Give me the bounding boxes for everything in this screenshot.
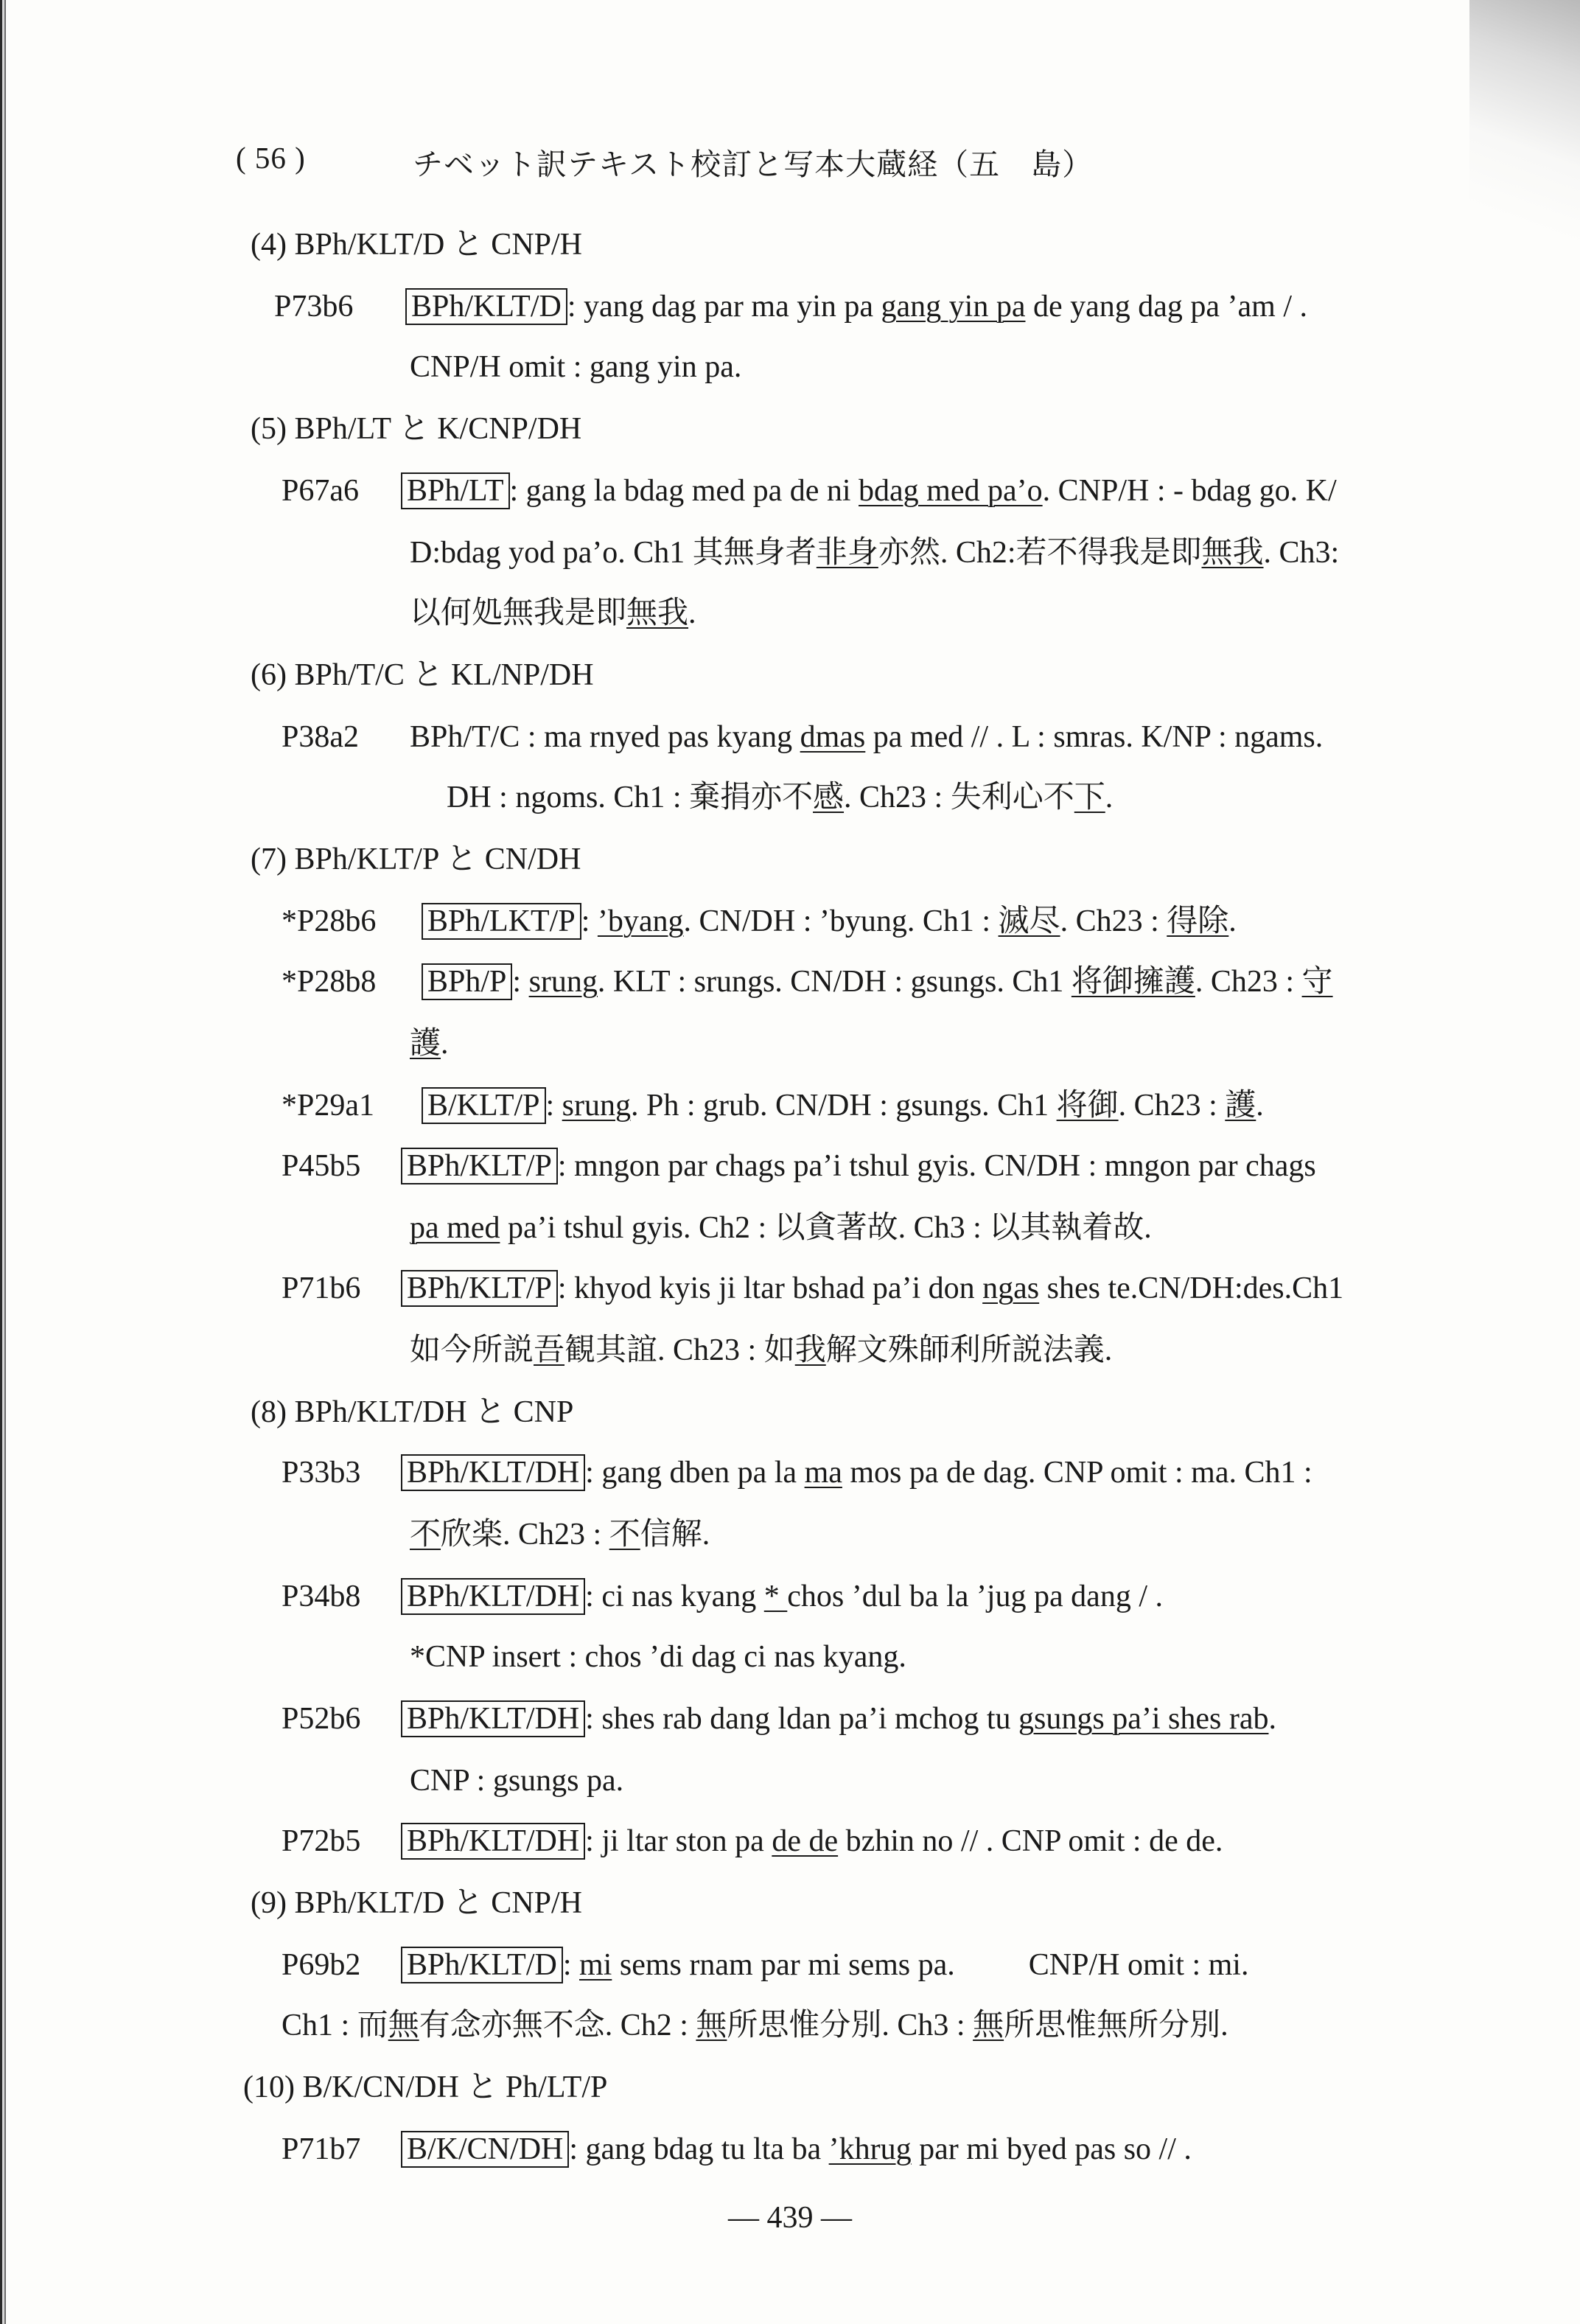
underlined-reading: 将御擁護	[1071, 965, 1195, 999]
entry-line: P73b6 BPh/KLT/D : yang dag par ma yin pa gang yin pa de yang dag pa ’am / .	[274, 285, 1307, 329]
footer-page-label: — 439 —	[728, 2201, 852, 2235]
entry-line: D:bdag yod pa’o. Ch1 其無身者非身亦然. Ch2:若不得我是即無我. Ch3:	[410, 536, 1340, 570]
entry-line: *P28b8 BPh/P : srung. KLT : srungs. CN/DH : gsungs. Ch1 将御擁護. Ch23 : 守	[282, 960, 1333, 1004]
entry-line: P33b3 BPh/KLT/DH : gang dben pa la ma mos pa de dag. CNP omit : ma. Ch1 :	[282, 1451, 1312, 1495]
section-heading: (8) BPh/KLT/DH と CNP	[251, 1395, 574, 1429]
witness-box: BPh/KLT/DH	[401, 1823, 585, 1860]
underlined-reading: mi	[579, 1948, 612, 1982]
underlined-reading: srung	[528, 965, 598, 999]
underlined-reading: 吾	[534, 1333, 565, 1367]
entry-line: P71b7 B/K/CN/DH : gang bdag tu lta ba ’khrug par mi byed pas so // .	[282, 2127, 1192, 2171]
entry-ref: P38a2	[282, 720, 359, 754]
section-heading: (7) BPh/KLT/P と CN/DH	[251, 842, 581, 876]
underlined-reading: dmas	[800, 720, 866, 754]
underlined-reading: de de	[772, 1824, 839, 1858]
entry-ref: *P29a1	[282, 1089, 374, 1123]
entry-ref: P71b7	[282, 2132, 361, 2166]
underlined-reading: 下	[1074, 781, 1105, 814]
underlined-reading: pa med	[410, 1211, 500, 1245]
section-heading: (9) BPh/KLT/D と CNP/H	[251, 1886, 583, 1920]
header-title: チベット訳テキスト校訂と写本大蔵経（五 島）	[413, 147, 1094, 181]
entry-line: Ch1 : 而無有念亦無不念. Ch2 : 無所思惟分別. Ch3 : 無所思惟無所分別.	[282, 2009, 1228, 2042]
underlined-reading: 無	[696, 2009, 727, 2042]
entry-line: P72b5 BPh/KLT/DH : ji ltar ston pa de de bzhin no // . CNP omit : de de.	[282, 1819, 1223, 1863]
underlined-reading: ma	[804, 1456, 842, 1490]
witness-box: BPh/LKT/P	[422, 903, 581, 940]
entry-ref: P52b6	[282, 1702, 361, 1736]
underlined-reading: 無	[388, 2009, 419, 2042]
entry-line: P34b8 BPh/KLT/DH : ci nas kyang * chos ’dul ba la ’jug pa dang / .	[282, 1574, 1163, 1619]
entry-line: pa med pa’i tshul gyis. Ch2 : 以貪著故. Ch3 : 以其執着故.	[410, 1211, 1152, 1245]
entry-ref: P72b5	[282, 1824, 361, 1858]
underlined-reading: 感	[813, 781, 845, 814]
underlined-reading: 得除	[1167, 904, 1229, 938]
witness-box: BPh/KLT/D	[401, 1947, 563, 1983]
entry-line: 如今所説吾観其誼. Ch23 : 如我解文殊師利所説法義.	[410, 1333, 1113, 1367]
entry-line: 以何処無我是即無我.	[410, 596, 696, 630]
entry-line: 不欣楽. Ch23 : 不信解.	[410, 1518, 710, 1552]
witness-box: BPh/LT	[401, 472, 510, 509]
underlined-reading: srung	[562, 1089, 632, 1123]
witness-box: BPh/KLT/DH	[401, 1454, 585, 1491]
entry-line: P69b2 BPh/KLT/D : mi sems rnam par mi sems pa. CNP/H omit : mi.	[282, 1943, 1248, 1987]
entry-ref: P73b6	[274, 290, 354, 324]
witness-box: BPh/KLT/D	[405, 288, 567, 325]
section-heading: (4) BPh/KLT/D と CNP/H	[251, 228, 583, 262]
entry-line: *CNP insert : chos ’di dag ci nas kyang.	[410, 1640, 906, 1674]
witness-box: BPh/KLT/DH	[401, 1700, 585, 1737]
underlined-reading: 非身	[816, 536, 878, 570]
underlined-reading: 無我	[1201, 536, 1264, 570]
entry-ref: P33b3	[282, 1456, 361, 1490]
underlined-reading: 滅尽	[998, 904, 1060, 938]
underlined-reading: 無	[973, 2009, 1004, 2042]
entry-line: CNP/H omit : gang yin pa.	[410, 350, 742, 384]
entry-line: P52b6 BPh/KLT/DH : shes rab dang ldan pa’i mchog tu gsungs pa’i shes rab.	[282, 1697, 1276, 1741]
entry-ref: *P28b6	[282, 904, 377, 938]
underlined-reading: 将御	[1056, 1089, 1119, 1123]
underlined-reading: 不	[609, 1518, 640, 1552]
running-header	[236, 140, 1297, 184]
entry-line: P38a2 BPh/T/C : ma rnyed pas kyang dmas pa med // . L : smras. K/NP : ngams.	[282, 715, 1323, 759]
entry-line: *P28b6 BPh/LKT/P : ’byang. CN/DH : ’byung. Ch1 : 滅尽. Ch23 : 得除.	[282, 899, 1237, 943]
underlined-reading: ’khrug	[828, 2132, 912, 2166]
entry-line: P45b5 BPh/KLT/P : mngon par chags pa’i tshul gyis. CN/DH : mngon par chags	[282, 1144, 1316, 1188]
witness-box: B/K/CN/DH	[401, 2131, 569, 2168]
underlined-reading: 護	[410, 1027, 441, 1061]
section-heading: (10) B/K/CN/DH と Ph/LT/P	[243, 2070, 608, 2104]
witness-box: BPh/KLT/P	[401, 1270, 558, 1307]
insertion-marker: *	[763, 1580, 788, 1613]
underlined-reading: gsungs pa’i shes rab	[1018, 1702, 1269, 1736]
underlined-reading: 護	[1225, 1089, 1256, 1123]
entry-line: 護.	[410, 1027, 449, 1061]
underlined-reading: 不	[410, 1518, 441, 1552]
underlined-reading: ’byang	[597, 904, 684, 938]
witness-box: BPh/KLT/P	[401, 1148, 558, 1184]
entry-ref: P67a6	[282, 474, 359, 508]
underlined-reading: bdag med pa’o	[859, 474, 1043, 508]
entry-line: CNP : gsungs pa.	[410, 1764, 624, 1798]
entry-line: *P29a1 B/KLT/P : srung. Ph : grub. CN/DH : gsungs. Ch1 将御. Ch23 : 護.	[282, 1084, 1264, 1128]
underlined-reading: gang yin pa	[881, 290, 1026, 324]
underlined-reading: ngas	[982, 1271, 1040, 1305]
entry-line: P67a6 BPh/LT : gang la bdag med pa de ni bdag med pa’o. CNP/H : - bdag go. K/	[282, 469, 1337, 513]
entry-ref: *P28b8	[282, 965, 377, 999]
header-page-number: ( 56 )	[236, 141, 306, 175]
underlined-reading: 守	[1301, 965, 1333, 999]
entry-ref: P69b2	[282, 1948, 361, 1982]
entry-line: DH : ngoms. Ch1 : 棄捐亦不感. Ch23 : 失利心不下.	[447, 781, 1114, 814]
witness-box: B/KLT/P	[422, 1087, 546, 1124]
entry-ref: P34b8	[282, 1580, 361, 1613]
underlined-reading: 無我	[626, 596, 689, 630]
entry-line: P71b6 BPh/KLT/P : khyod kyis ji ltar bshad pa’i don ngas shes te.CN/DH:des.Ch1	[282, 1266, 1343, 1311]
entry-ref: P45b5	[282, 1149, 361, 1183]
section-heading: (5) BPh/LT と K/CNP/DH	[251, 412, 582, 446]
entry-ref: P71b6	[282, 1271, 361, 1305]
witness-box: BPh/KLT/DH	[401, 1578, 585, 1615]
section-heading: (6) BPh/T/C と KL/NP/DH	[251, 658, 594, 692]
underlined-reading: 我	[794, 1333, 826, 1367]
witness-box: BPh/P	[422, 963, 512, 1000]
